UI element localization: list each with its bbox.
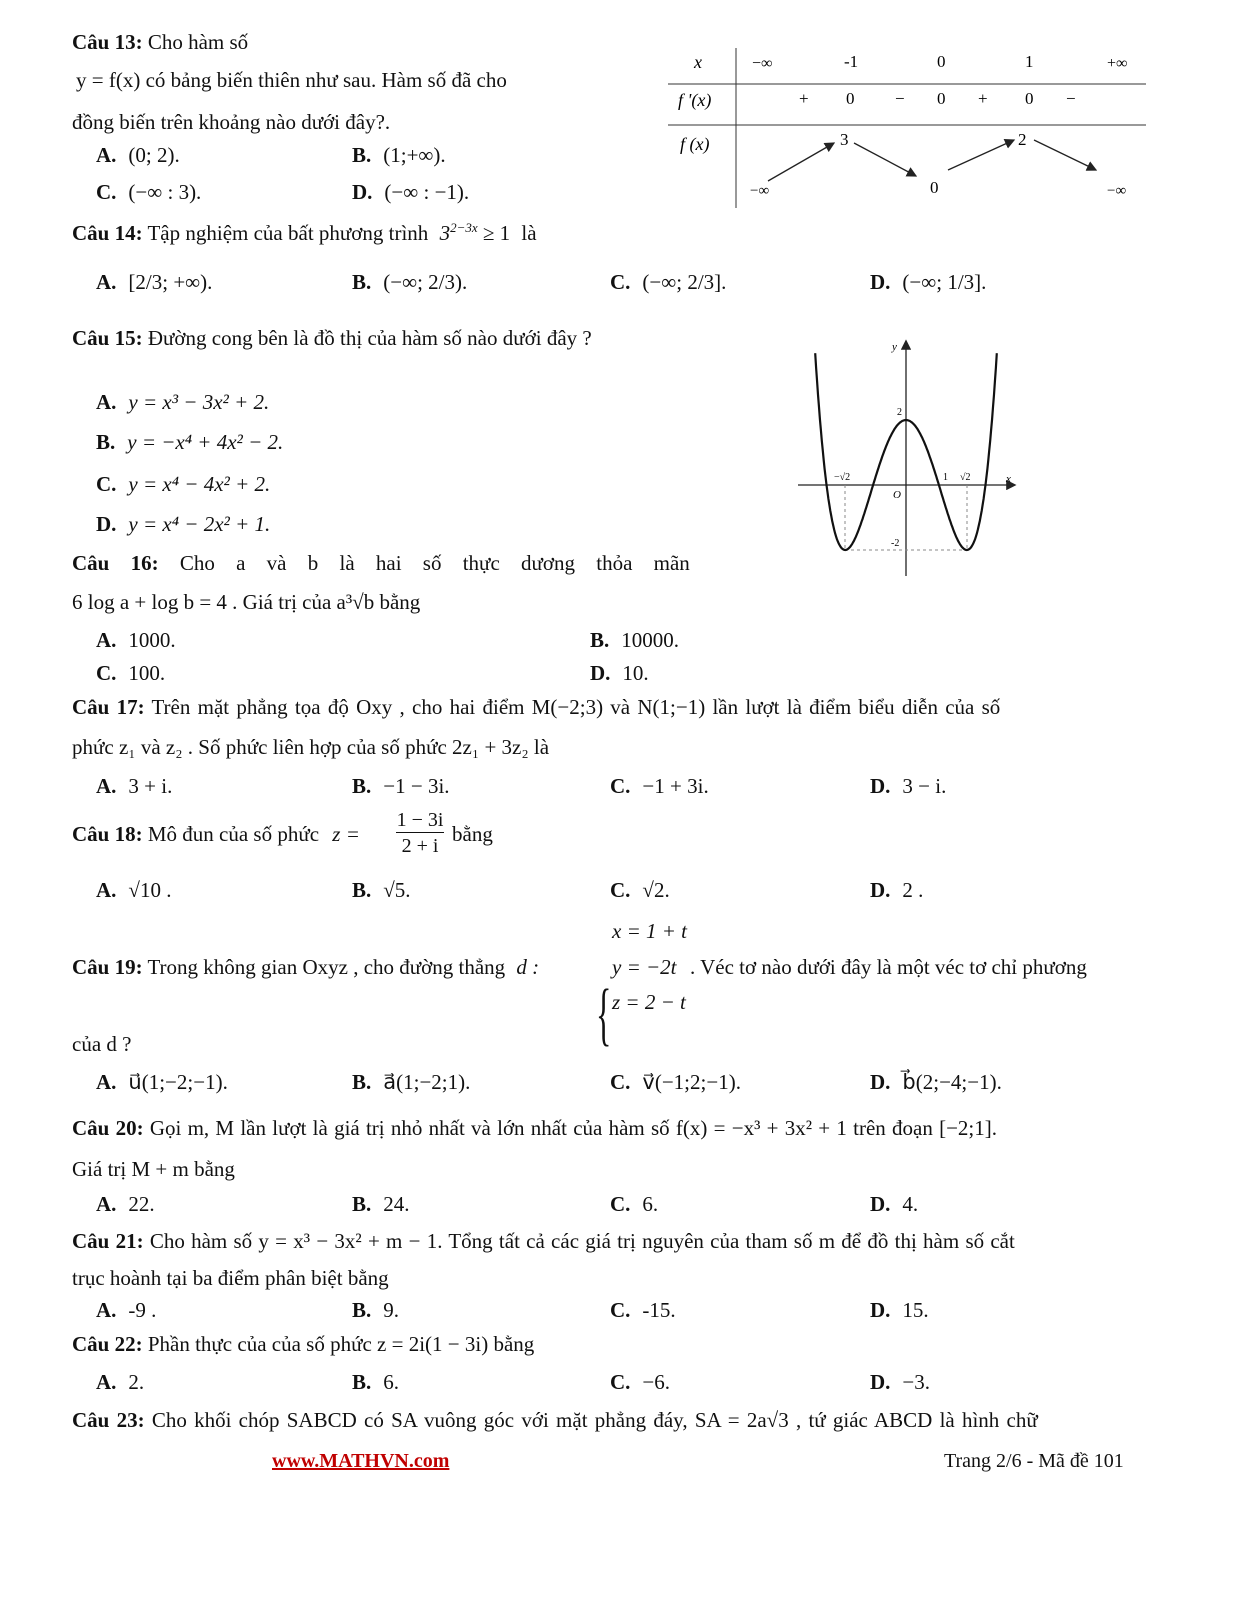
q19-brace: { [596,973,612,1053]
q22-option-d[interactable]: D. −3. [870,1370,931,1394]
table-f-value: 3 [840,130,849,149]
table-x-value: -1 [844,52,859,71]
table-sign: + [978,89,988,108]
table-x-value: −∞ [752,55,773,72]
table-fprime-label: f '(x) [678,90,712,110]
q18-option-b[interactable]: B. √5. [352,878,411,902]
table-x-value: +∞ [1107,55,1128,72]
q13-line3: đồng biến trên khoảng nào dưới đây?. [72,110,391,134]
q15-option-d[interactable]: D. y = x⁴ − 2x² + 1. [96,512,271,536]
q20-line2: Giá trị M + m bằng [72,1157,235,1181]
q17-option-c[interactable]: C. −1 + 3i. [610,774,709,798]
table-x-value: 1 [1025,52,1034,71]
q17-line2: phức z₁ và z₂ . Số phức liên hợp của số phức 2z₁ + 3z₂ là [72,735,550,759]
q13-option-a[interactable]: A. (0; 2). [96,143,180,167]
q15-graph [796,336,1020,580]
graph-x-label: x [1006,473,1011,485]
q18-option-c[interactable]: C. √2. [610,878,670,902]
q19-line2: của d ? [72,1032,132,1056]
graph-y-label: y [892,341,897,353]
q20-option-b[interactable]: B. 24. [352,1192,410,1216]
q15-line: Câu 15: Đường cong bên là đồ thị của hàm số nào dưới đây ? [72,326,592,350]
arrow-down [1034,140,1096,170]
q17-option-d[interactable]: D. 3 − i. [870,774,947,798]
arrow-up [768,143,834,181]
q14-option-d[interactable]: D. (−∞; 1/3]. [870,270,987,294]
table-sign: 0 [846,89,855,108]
q21-option-a[interactable]: A. -9 . [96,1298,157,1322]
table-f-value: −∞ [1107,183,1127,199]
graph-origin-label: O [893,489,901,501]
footer-page-info: Trang 2/6 - Mã đề 101 [944,1450,1124,1472]
q19-option-d[interactable]: D. b⃗(2;−4;−1). [870,1070,1002,1094]
q16-option-d[interactable]: D. 10. [590,661,649,685]
q17-option-a[interactable]: A. 3 + i. [96,774,173,798]
q20-line1: Câu 20: Gọi m, M lần lượt là giá trị nhỏ nhất và lớn nhất của hàm số f(x) = −x³ + 3x² + 1 trên đoạn [−2;1]. [72,1116,998,1140]
q19-option-b[interactable]: B. a⃗(1;−2;1). [352,1070,471,1094]
q22-option-c[interactable]: C. −6. [610,1370,671,1394]
q16-line1: Câu 16: Cho a và b là hai số thực dương thỏa mãn [72,551,690,575]
q21-option-d[interactable]: D. 15. [870,1298,929,1322]
q16-line2: 6 log a + log b = 4 . Giá trị của a³√b bằng [72,590,421,614]
q21-line1: Câu 21: Cho hàm số y = x³ − 3x² + m − 1. Tổng tất cả các giá trị nguyên của tham số m để đồ thị hàm số cắt [72,1229,1015,1253]
q22-option-a[interactable]: A. 2. [96,1370,145,1394]
q13-option-c[interactable]: C. (−∞ : 3). [96,180,202,204]
q13-line2: y = f(x) có bảng biến thiên như sau. Hàm số đã cho [76,68,507,92]
table-x-label: x [694,52,702,72]
graph-tick-1: 1 [943,472,948,483]
table-sign: − [895,89,905,108]
q19-line: Câu 19: Trong không gian Oxyz , cho đường thẳng d : [72,955,540,979]
table-sign: − [1066,89,1076,108]
q19-sys1: x = 1 + t [612,919,687,943]
q14-option-a[interactable]: A. [2/3; +∞). [96,270,213,294]
q21-line2: trục hoành tại ba điểm phân biệt bằng [72,1266,389,1290]
q13-variation-table [664,44,1148,210]
q18-tail: bằng [452,822,493,846]
q13-option-b[interactable]: B. (1;+∞). [352,143,446,167]
q20-option-a[interactable]: A. 22. [96,1192,155,1216]
q19-option-c[interactable]: C. v⃗(−1;2;−1). [610,1070,741,1094]
q16-option-b[interactable]: B. 10000. [590,628,680,652]
table-sign: + [799,89,809,108]
q19-tail: . Véc tơ nào dưới đây là một véc tơ chỉ phương [690,955,1087,979]
q17-option-b[interactable]: B. −1 − 3i. [352,774,450,798]
graph-tick-2: 2 [897,407,902,418]
q15-option-c[interactable]: C. y = x⁴ − 4x² + 2. [96,472,271,496]
q17-line1: Câu 17: Trên mặt phẳng tọa độ Oxy , cho hai điểm M(−2;3) và N(1;−1) lần lượt là điểm biểu diễn của số [72,695,1001,719]
table-sign: 0 [937,89,946,108]
q20-option-d[interactable]: D. 4. [870,1192,919,1216]
q14-option-c[interactable]: C. (−∞; 2/3]. [610,270,727,294]
arrow-down [854,143,916,176]
q19-sys3: z = 2 − t [612,990,686,1014]
q16-option-c[interactable]: C. 100. [96,661,166,685]
q18-fraction: 1 − 3i 2 + i [396,809,444,857]
q13-option-d[interactable]: D. (−∞ : −1). [352,180,470,204]
q20-option-c[interactable]: C. 6. [610,1192,659,1216]
graph-tick-neg2: -2 [891,538,900,549]
q18-line: Câu 18: Mô đun của số phức z = [72,822,360,846]
arrow-up [948,140,1014,170]
q19-option-a[interactable]: A. u⃗(1;−2;−1). [96,1070,228,1094]
table-x-value: 0 [937,52,946,71]
table-sign: 0 [1025,89,1034,108]
q18-option-d[interactable]: D. 2 . [870,878,924,902]
q14-option-b[interactable]: B. (−∞; 2/3). [352,270,468,294]
graph-tick-sqrt2: √2 [960,472,971,483]
graph-tick-neg-sqrt2: −√2 [834,472,851,483]
q22-option-b[interactable]: B. 6. [352,1370,400,1394]
q15-option-b[interactable]: B. y = −x⁴ + 4x² − 2. [96,430,284,454]
q15-option-a[interactable]: A. y = x³ − 3x² + 2. [96,390,270,414]
q19-sys2: y = −2t [612,955,677,979]
q16-option-a[interactable]: A. 1000. [96,628,176,652]
footer-website-link[interactable]: www.MATHVN.com [272,1450,450,1472]
q21-option-c[interactable]: C. -15. [610,1298,676,1322]
q18-option-a[interactable]: A. √10 . [96,878,172,902]
q23-line: Câu 23: Cho khối chóp SABCD có SA vuông góc với mặt phẳng đáy, SA = 2a√3 , tứ giác ABCD là hình chữ [72,1408,1038,1432]
q14-line: Câu 14: Tập nghiệm của bất phương trình $3^{2-3x} \ge 1$ là [72,220,537,245]
q21-option-b[interactable]: B. 9. [352,1298,400,1322]
q22-line: Câu 22: Phần thực của của số phức z = 2i(1 − 3i) bằng [72,1332,535,1356]
table-f-value: −∞ [750,183,770,199]
table-f-value: 0 [930,178,939,197]
table-f-value: 2 [1018,130,1027,149]
q13-line1: Câu 13: Cho hàm số [72,30,249,54]
table-f-label: f (x) [680,134,710,154]
